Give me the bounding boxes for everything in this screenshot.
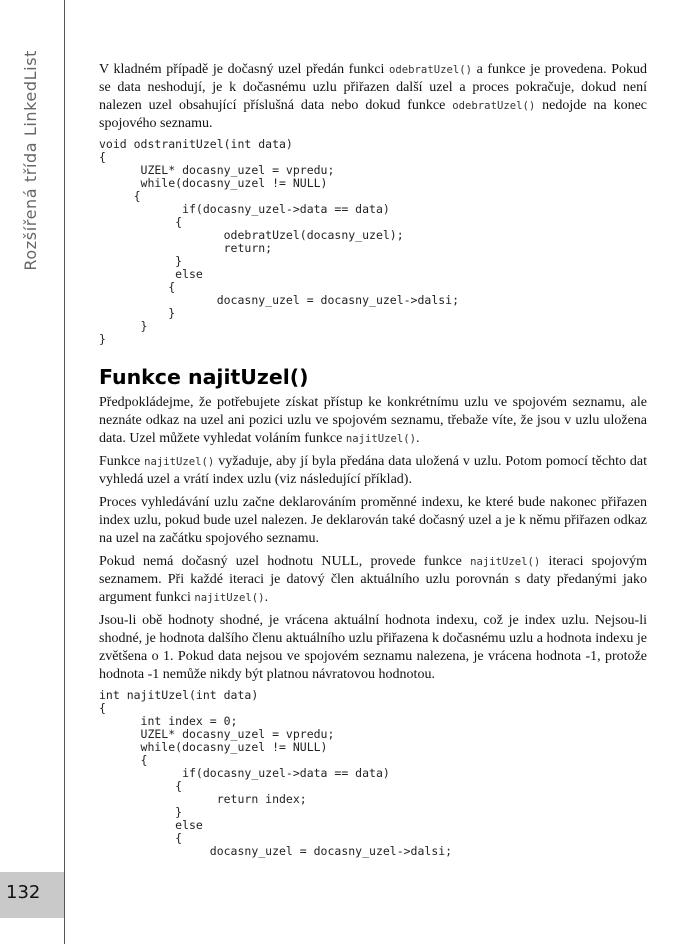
code-line: { bbox=[99, 150, 106, 164]
code-line: docasny_uzel = docasny_uzel->dalsi; bbox=[99, 293, 460, 307]
text: Pokud nemá dočasný uzel hodnotu NULL, provede funkce bbox=[99, 554, 471, 569]
code-line: else bbox=[99, 818, 203, 832]
code-line: { bbox=[99, 189, 141, 203]
code-line: { bbox=[99, 753, 148, 767]
code-listing-odstranitUzel bbox=[99, 138, 647, 346]
inline-code: odebratUzel() bbox=[389, 64, 472, 76]
inline-code: najitUzel() bbox=[345, 433, 417, 445]
paragraph bbox=[99, 494, 647, 548]
inline-code: najitUzel() bbox=[144, 456, 215, 468]
text: Jsou-li obě hodnoty shodné, je vrácena aktuální hodnota indexu, což je index uzlu. Nejsou-li shodné, je hodnota dalšího členu aktuálního uzlu přiřazena k dočasnému uzlu a hodnota indexu je zvětšena o 1. Pokud data nejsou ve spojovém seznamu nalezena, je vrácena hodnota -1, protože hodnota -1 nemůže nikdy být platnou návratovou hodnotou. bbox=[99, 613, 647, 682]
inline-code: najitUzel() bbox=[470, 556, 541, 568]
text: . bbox=[264, 590, 269, 605]
code-line: void odstranitUzel(int data) bbox=[99, 137, 293, 151]
code-line: while(docasny_uzel != NULL) bbox=[99, 740, 328, 754]
code-line: while(docasny_uzel != NULL) bbox=[99, 176, 328, 190]
code-line: UZEL* docasny_uzel = vpredu; bbox=[99, 727, 335, 741]
text: a funkce je provedena. Pokud se data neshodují, je k dočasnému uzlu přiřazen další uzel a proces pokračuje, dokud není nalezen uzel obsahující příslušná data nebo dokud funkce bbox=[99, 62, 647, 113]
code-line: docasny_uzel = docasny_uzel->dalsi; bbox=[99, 844, 453, 858]
code-line: if(docasny_uzel->data == data) bbox=[99, 766, 390, 780]
code-line: } bbox=[99, 254, 183, 268]
running-header: Rozšířená třída LinkedList bbox=[21, 50, 40, 271]
page-content bbox=[99, 61, 647, 858]
code-line: else bbox=[99, 267, 203, 281]
code-line: if(docasny_uzel->data == data) bbox=[99, 202, 390, 216]
code-line: { bbox=[99, 831, 183, 845]
paragraph bbox=[99, 612, 647, 684]
code-line: } bbox=[99, 319, 148, 333]
code-line: UZEL* docasny_uzel = vpredu; bbox=[99, 163, 335, 177]
sidebar bbox=[0, 0, 65, 944]
code-line: return; bbox=[99, 241, 273, 255]
code-line: } bbox=[99, 805, 183, 819]
paragraph bbox=[99, 61, 647, 133]
inline-code: najitUzel() bbox=[194, 592, 265, 604]
page-number-box bbox=[0, 872, 64, 918]
code-line: int najitUzel(int data) bbox=[99, 688, 259, 702]
code-line: } bbox=[99, 332, 106, 346]
section-heading: Funkce najitUzel() bbox=[99, 365, 309, 389]
code-line: { bbox=[99, 215, 183, 229]
text: Předpokládejme, že potřebujete získat přístup ke konkrétnímu uzlu ve spojovém seznamu, ale neznáte odkaz na uzel ani pozici uzlu ve spojovém seznamu, třebaže víte, že jsou v uzlu uložena data. Uzel můžete vyhledat voláním funkce bbox=[99, 395, 647, 446]
code-line: odebratUzel(docasny_uzel); bbox=[99, 228, 404, 242]
text: vyžaduje, aby jí byla předána data uložená v uzlu. Potom pomocí těchto dat vyhledá uzel a vrátí index uzlu (viz následující příklad). bbox=[99, 454, 647, 487]
text: Proces vyhledávání uzlu začne deklarováním proměnné indexu, ke které bude nakonec přiřazen index uzlu, pokud bude uzel nalezen. Je deklarován také dočasný uzel a je k němu přiřazen odkaz na uzel na začátku spojového seznamu. bbox=[99, 495, 647, 546]
code-line: { bbox=[99, 701, 106, 715]
text: nedojde na konec spojového seznamu. bbox=[99, 98, 647, 131]
paragraph bbox=[99, 453, 647, 489]
code-line: return index; bbox=[99, 792, 307, 806]
paragraph bbox=[99, 553, 647, 607]
page-number: 132 bbox=[6, 882, 41, 903]
code-line: int index = 0; bbox=[99, 714, 238, 728]
code-line: } bbox=[99, 306, 176, 320]
text: iteraci spojovým seznamem. Při každé iteraci je datový člen aktuálního uzlu porovnán s daty předanými jako argument funkci bbox=[99, 554, 647, 605]
text: . bbox=[416, 431, 420, 446]
code-listing-najitUzel bbox=[99, 689, 647, 858]
code-line: { bbox=[99, 280, 176, 294]
paragraph bbox=[99, 394, 647, 448]
inline-code: odebratUzel() bbox=[452, 100, 536, 112]
text: V kladném případě je dočasný uzel předán funkci bbox=[99, 62, 390, 77]
code-line: { bbox=[99, 779, 183, 793]
text: Funkce bbox=[99, 454, 145, 469]
